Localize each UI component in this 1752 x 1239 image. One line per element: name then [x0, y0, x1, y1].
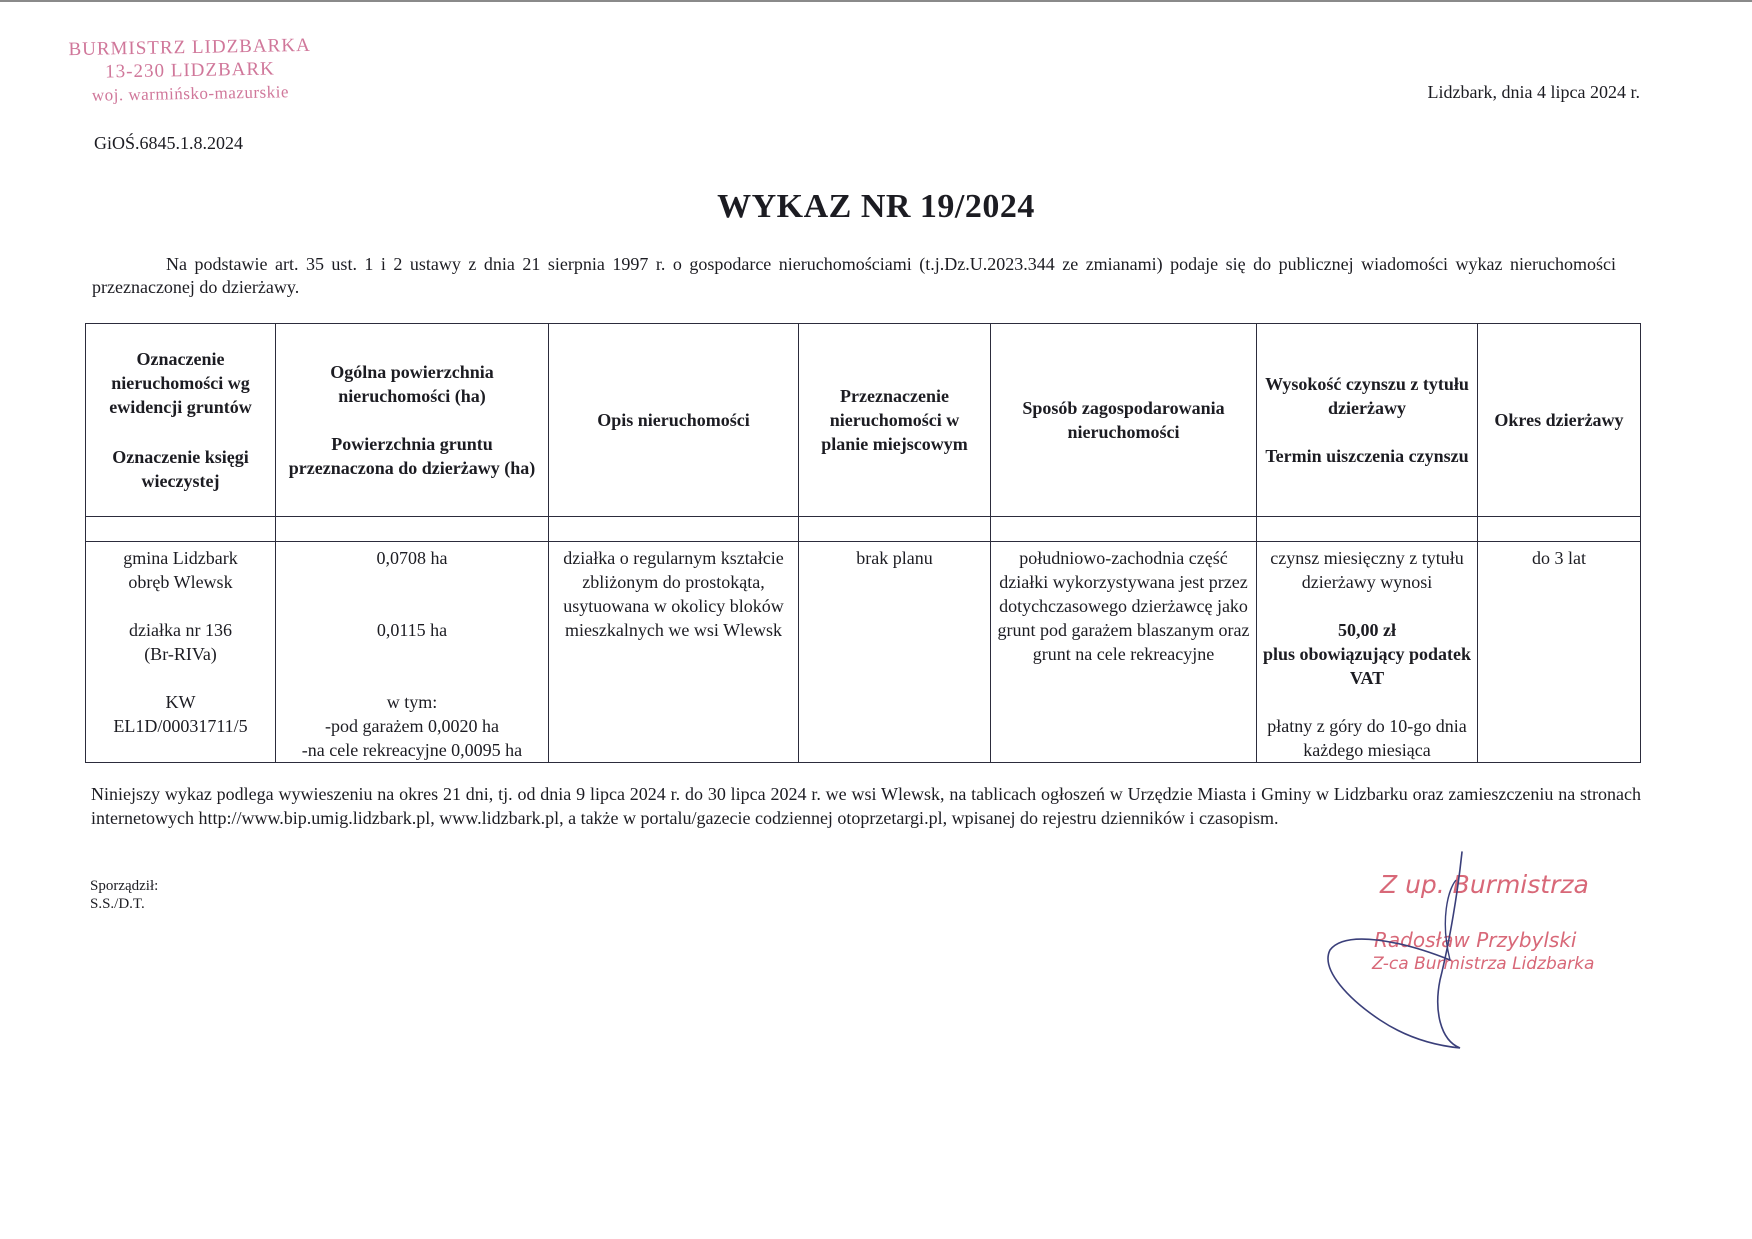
document-reference: GiOŚ.6845.1.8.2024: [94, 133, 244, 153]
header-land-use: Sposób zagospodarowania nieruchomości: [991, 324, 1257, 517]
scan-top-edge: [0, 0, 1752, 2]
signatory-title: Z-ca Burmistrza Lidzbarka: [1372, 954, 1595, 974]
cell-land-use: południowo-zachodnia część działki wykorzystywana jest przez dotychczasowego dzierżawcę jako grunt pod garażem blaszanym oraz grunt na cele rekreacyjne: [991, 542, 1257, 763]
header-payment-term-label: Termin uiszczenia czynszu: [1265, 446, 1469, 466]
signature-authority: Z up. Burmistrza: [1380, 870, 1589, 899]
soil-class: (Br-RIVa): [144, 644, 217, 664]
cell-area: [276, 542, 549, 763]
stamp-line-3: woj. warmińsko-mazurskie: [91, 82, 290, 105]
rent-description: czynsz miesięczny z tytułu dzierżawy wynosi: [1270, 548, 1464, 592]
plot-number: działka nr 136: [129, 620, 232, 640]
cell-lease-period: do 3 lat: [1478, 542, 1641, 763]
signatory-name: Radosław Przybylski: [1374, 928, 1577, 952]
header-land-book-label: Oznaczenie księgi wieczystej: [112, 447, 249, 491]
cell-rent: [1257, 542, 1478, 763]
table-row: [86, 542, 1641, 763]
rent-tax-note: plus obowiązujący podatek VAT: [1262, 644, 1472, 688]
stamp-line-2: 13-230 LIDZBARK: [105, 58, 275, 83]
header-rent-amount-label: Wysokość czynszu z tytułu dzierżawy: [1265, 374, 1469, 418]
lease-area: 0,0115 ha: [376, 620, 448, 640]
header-rent: [1257, 324, 1478, 517]
header-description: Opis nieruchomości: [549, 324, 799, 517]
cell-property-designation: [86, 542, 276, 763]
header-area: [276, 324, 549, 517]
rent-amount: 50,00 zł: [1338, 620, 1396, 640]
header-land-registry-label: Oznaczenie nieruchomości wg ewidencji gruntów: [109, 349, 252, 417]
header-property-designation: [86, 324, 276, 517]
cell-description: działka o regularnym kształcie zbliżonym do prostokąta, usytuowana w okolicy bloków mieszkalnych we wsi Wlewsk: [549, 542, 799, 763]
header-total-area-label: Ogólna powierzchnia nieruchomości (ha): [330, 362, 494, 406]
recreation-area: -na cele rekreacyjne 0,0095 ha: [301, 740, 523, 760]
land-book-label: KW: [165, 692, 196, 712]
total-area: 0,0708 ha: [376, 548, 448, 568]
header-lease-area-label: Powierzchnia gruntu przeznaczona do dzierżawy (ha): [288, 434, 536, 478]
precinct: obręb Wlewsk: [128, 572, 233, 592]
table-header-row: [86, 324, 1641, 517]
property-table: [85, 323, 1641, 763]
handwritten-signature: [1290, 850, 1530, 1060]
land-book-number: EL1D/00031711/5: [113, 716, 248, 736]
intro-paragraph: Na podstawie art. 35 ust. 1 i 2 ustawy z dnia 21 sierpnia 1997 r. o gospodarce nieruchomościami (t.j.Dz.U.2023.344 ze zmianami) podaje się do publicznej wiadomości wykaz nieruchomości przeznaczonej do dzierżawy.: [92, 254, 1616, 297]
municipality: gmina Lidzbark: [123, 548, 238, 568]
garage-area: -pod garażem 0,0020 ha: [325, 716, 499, 736]
payment-term: płatny z góry do 10-go dnia każdego miesiąca: [1267, 716, 1467, 760]
place-and-date: Lidzbark, dnia 4 lipca 2024 r.: [1427, 82, 1640, 102]
header-lease-period: Okres dzierżawy: [1478, 324, 1641, 517]
area-breakdown-label: w tym:: [386, 692, 438, 712]
office-stamp: [49, 34, 330, 108]
table-spacer-row: [86, 517, 1641, 542]
cell-zoning: brak planu: [799, 542, 991, 763]
prepared-by: [90, 877, 158, 913]
posting-notice: Niniejszy wykaz podlega wywieszeniu na okres 21 dni, tj. od dnia 9 lipca 2024 r. do 30 lipca 2024 r. we wsi Wlewsk, na tablicach ogłoszeń w Urzędzie Miasta i Gminy w Lidzbarku oraz zamieszczeniu na stronach internetowych http://www.bip.umig.lidzbark.pl, www.lidzbark.pl, a także w portalu/gazecie codziennej otoprzetargi.pl, wpisanej do rejestru dzienników i czasopism.: [91, 784, 1641, 828]
page-title: WYKAZ NR 19/2024: [717, 188, 1035, 225]
prepared-by-initials: S.S./D.T.: [90, 896, 145, 912]
prepared-by-label: Sporządził:: [90, 878, 159, 894]
header-zoning: Przeznaczenie nieruchomości w planie miejscowym: [799, 324, 991, 517]
stamp-line-1: BURMISTRZ LIDZBARKA: [68, 34, 311, 61]
